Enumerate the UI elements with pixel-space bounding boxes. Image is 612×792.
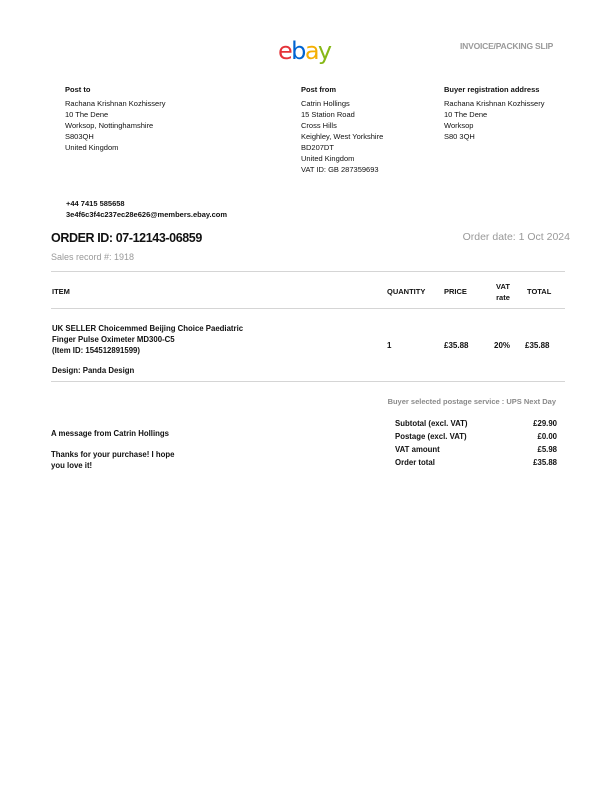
item-title-line: UK SELLER Choicemmed Beijing Choice Paediatric: [52, 324, 244, 333]
order-total-label: Order total: [395, 458, 435, 467]
vat-id: VAT ID: GB 287359693: [301, 165, 379, 174]
item-vat-rate: 20%: [494, 341, 511, 350]
item-description: [52, 323, 292, 356]
post-from-line: BD207DT: [301, 143, 334, 152]
buyer-reg-line: 10 The Dene: [444, 110, 488, 119]
post-to-line: S803QH: [65, 132, 94, 141]
postage-service: [388, 397, 556, 406]
postage-value: £0.00: [537, 432, 557, 441]
vat-amount-label: VAT amount: [395, 445, 440, 454]
item-design: Design: Panda Design: [52, 366, 135, 375]
seller-message-heading: A message from Catrin Hollings: [51, 429, 169, 438]
col-header-vat-rate: VAT rate: [496, 282, 510, 302]
table-bottom-divider: [51, 381, 565, 382]
sales-record: Sales record #: 1918: [51, 252, 135, 262]
post-from-line: Cross Hills: [301, 121, 337, 130]
col-header-quantity: QUANTITY: [387, 287, 426, 296]
totals-order-total-row: [395, 458, 557, 467]
post-to-heading: Post to: [65, 85, 91, 94]
table-top-divider: [51, 271, 565, 272]
col-header-price: PRICE: [444, 287, 467, 296]
ebay-logo: [278, 38, 331, 64]
postage-service-value: UPS Next Day: [506, 397, 556, 406]
vat-amount-value: £5.98: [537, 445, 557, 454]
table-header-divider: [51, 308, 565, 309]
item-id: (Item ID: 154512891599): [52, 346, 140, 355]
post-from-line: Catrin Hollings: [301, 99, 350, 108]
post-to-line: United Kingdom: [65, 143, 119, 152]
postage-service-label: Buyer selected postage service :: [387, 397, 505, 406]
post-to-block: [65, 84, 165, 153]
buyer-reg-line: S80 3QH: [444, 132, 475, 141]
subtotal-label: Subtotal (excl. VAT): [395, 419, 468, 428]
totals-vat-row: [395, 445, 557, 454]
post-to-line: 10 The Dene: [65, 110, 109, 119]
post-from-heading: Post from: [301, 85, 337, 94]
post-to-line: Rachana Krishnan Kozhissery: [65, 99, 166, 108]
totals-postage-row: [395, 432, 557, 441]
buyer-reg-line: Rachana Krishnan Kozhissery: [444, 99, 545, 108]
buyer-reg-heading: Buyer registration address: [444, 85, 540, 94]
post-from-line: United Kingdom: [301, 154, 355, 163]
order-id: ORDER ID: 07-12143-06859: [51, 231, 202, 245]
order-total-value: £35.88: [533, 458, 557, 467]
logo-letter-e: e: [278, 37, 292, 65]
buyer-email: 3e4f6c3f4c237ec28e626@members.ebay.com: [66, 210, 228, 219]
subtotal-value: £29.90: [533, 419, 557, 428]
item-title-line: Finger Pulse Oximeter MD300-C5: [52, 335, 175, 344]
post-from-block: [301, 84, 383, 175]
logo-letter-y: y: [317, 37, 331, 65]
document-type: INVOICE/PACKING SLIP: [460, 41, 554, 51]
buyer-contact: [66, 198, 227, 220]
post-from-line: 15 Station Road: [301, 110, 355, 119]
totals-subtotal-row: [395, 419, 557, 428]
seller-message-body: [51, 449, 201, 471]
logo-letter-a: a: [304, 37, 318, 65]
buyer-phone: +44 7415 585658: [66, 199, 125, 208]
post-from-line: Keighley, West Yorkshire: [301, 132, 384, 141]
post-to-line: Worksop, Nottinghamshire: [65, 121, 154, 130]
buyer-reg-line: Worksop: [444, 121, 474, 130]
item-quantity: 1: [387, 341, 392, 350]
postage-label: Postage (excl. VAT): [395, 432, 467, 441]
item-total: £35.88: [525, 341, 550, 350]
col-header-total: TOTAL: [527, 287, 552, 296]
message-line: Thanks for your purchase! I hope: [51, 450, 175, 459]
order-date: Order date: 1 Oct 2024: [462, 231, 570, 243]
message-line: you love it!: [51, 461, 93, 470]
item-price: £35.88: [444, 341, 469, 350]
col-header-item: ITEM: [52, 287, 70, 296]
logo-letter-b: b: [291, 37, 305, 65]
buyer-registration-block: [444, 84, 544, 142]
